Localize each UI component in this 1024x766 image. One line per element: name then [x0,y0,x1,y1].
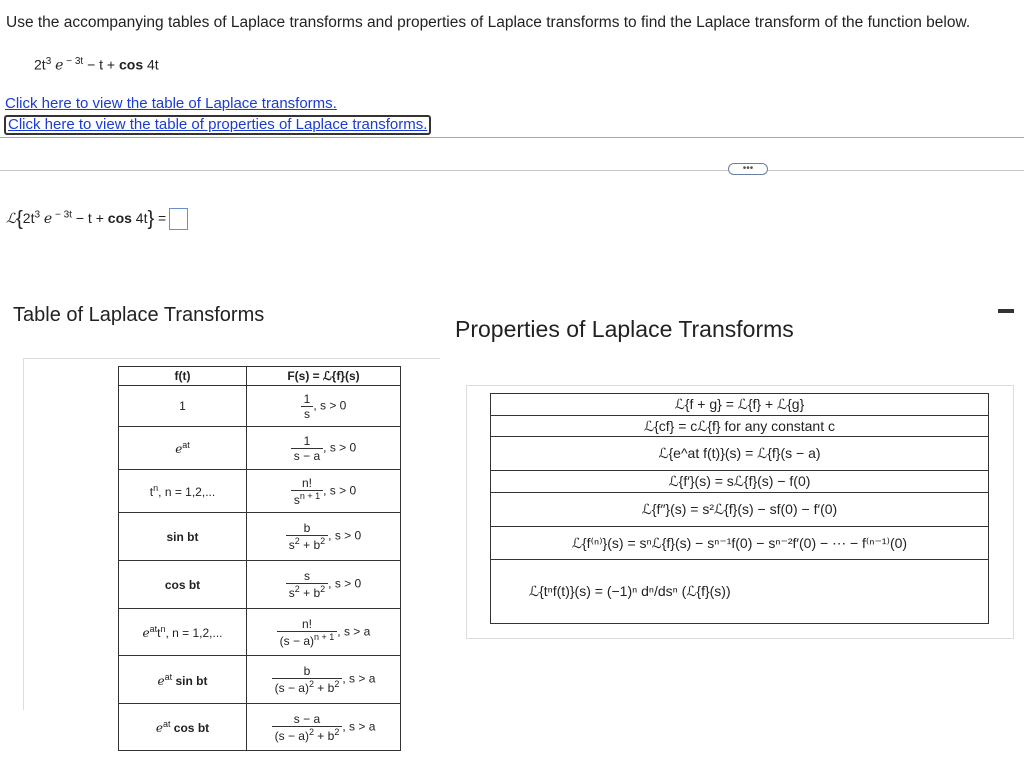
laplace-symbol: ℒ [6,211,17,227]
row-6-F: $\frac{n!}{(s - a)^{n + 1}}$ , s > a [247,609,401,656]
problem-instruction: Use the accompanying tables of Laplace transforms and properties of Laplace transforms to find the Laplace transform of the function below. [6,14,971,31]
divider-top [0,137,1024,138]
link-laplace-table[interactable]: Click here to view the table of Laplace transforms. [5,95,337,112]
laplace-table-title: Table of Laplace Transforms [13,304,265,326]
row-2-f: $e^{at}$ [119,427,247,470]
property-first-derivative: ℒ{f′}(s) = sℒ{f}(s) − f(0) [491,471,989,493]
answer-line: $ℒ\{2t^3$ e $^{- 3t}$ − t + cos 4t} = [6,208,188,231]
ans-minus-t: − t + [71,210,108,226]
row-6-f: $e^{at}t^n$, n = 1,2,... [119,609,247,656]
row-1-F: $\frac{1}{s}$ , s > 0 [247,386,401,427]
ans-exp: 3 [34,209,41,221]
row-2-F: $\frac{1}{s - a}$ , s > 0 [247,427,401,470]
fn-term-e: e [55,57,64,74]
fn-term-cos: cos [119,56,144,73]
row-4-f: sin bt [119,513,247,561]
row-8-f: $e^{at}$ cos bt [119,704,247,751]
row-4-F: $\frac{b}{s^2 + b^2}$ , s > 0 [247,513,401,561]
given-function [34,56,159,74]
property-constant: ℒ{cf} = cℒ{f} for any constant c [491,416,989,437]
properties-table-title: Properties of Laplace Transforms [455,316,794,342]
ans-cos: cos [107,210,132,226]
row-5-f: cos bt [119,561,247,609]
row-3-f: $t^n$, n = 1,2,... [119,470,247,513]
more-options-button[interactable]: ••• [728,163,768,175]
laplace-table [118,366,401,751]
ans-4t: 4t [131,210,148,226]
header-f: f(t) [119,367,247,386]
fn-term-minus-t: − t + [83,56,119,73]
property-multiply-tn: ℒ{tⁿf(t)}(s) = (−1)ⁿ dⁿ/dsⁿ (ℒ{f}(s)) [491,560,989,624]
fn-term-exp: 3 [45,56,52,67]
ans-e-exp: − 3t [52,209,72,221]
header-F: F(s) = ℒ{f}(s) [247,367,401,386]
answer-input[interactable] [169,208,188,230]
row-5-F: $\frac{s}{s^2 + b^2}$ , s > 0 [247,561,401,609]
fn-term-e-exp: − 3t [63,56,84,67]
row-8-F: $\frac{s - a}{(s - a)^2 + b^2}$ , s > a [247,704,401,751]
property-second-derivative: ℒ{f″}(s) = s²ℒ{f}(s) − sf(0) − f′(0) [491,493,989,527]
ans-equals: = [154,210,167,226]
fn-term-4t: 4t [143,56,159,73]
link-properties-table[interactable]: Click here to view the table of properties of Laplace transforms. [4,115,431,135]
minimize-icon[interactable] [998,309,1014,313]
property-linearity: ℒ{f + g} = ℒ{f} + ℒ{g} [491,394,989,416]
row-1-f: 1 [119,386,247,427]
divider-mid [0,170,1024,171]
row-7-f: $e^{at}$ sin bt [119,656,247,704]
properties-table [490,393,989,624]
ans-e: e [43,211,53,227]
row-7-F: $\frac{b}{(s - a)^2 + b^2}$ , s > a [247,656,401,704]
property-shift: ℒ{e^at f(t)}(s) = ℒ{f}(s − a) [491,437,989,471]
property-nth-derivative: ℒ{f⁽ⁿ⁾}(s) = sⁿℒ{f}(s) − sⁿ⁻¹f(0) − sⁿ⁻²f′(0) − ⋯ − f⁽ⁿ⁻¹⁾(0) [491,527,989,560]
ans-coef: 2t [22,210,35,226]
fn-term-coef: 2t [34,56,46,73]
row-3-F: $\frac{n!}{s^{n + 1}}$ , s > 0 [247,470,401,513]
